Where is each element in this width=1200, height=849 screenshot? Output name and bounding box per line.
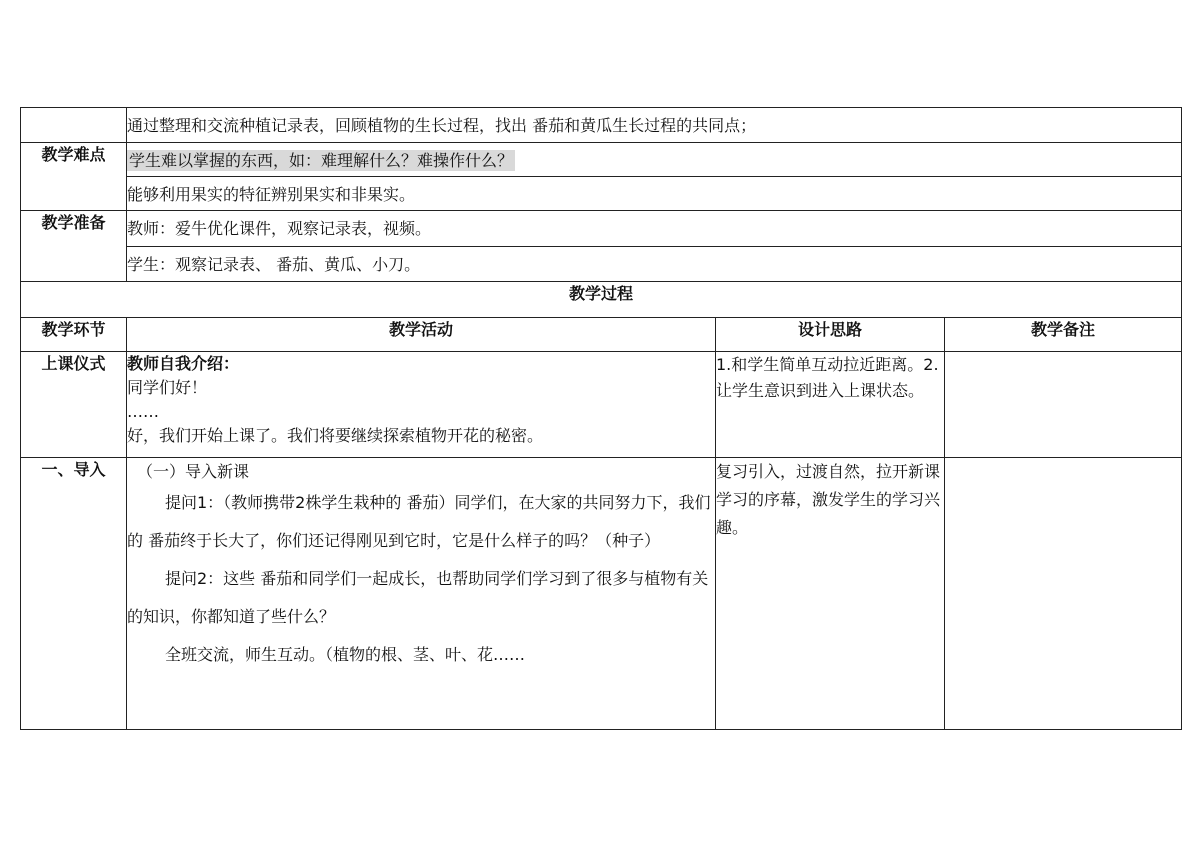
objectives-text: 通过整理和交流种植记录表，回顾植物的生长过程，找出 番茄和黄瓜生长过程的共同点；	[127, 108, 1182, 143]
table-row	[21, 458, 1182, 730]
objectives-label-cell	[21, 108, 127, 143]
header-activity: 教学活动	[127, 318, 716, 352]
difficulty-row-2	[21, 177, 1182, 211]
table-row	[21, 352, 1182, 458]
difficulty-line-2: 能够利用果实的特征辨别果实和非果实。	[127, 177, 1182, 211]
activity-cell	[127, 458, 716, 730]
stage-cell: 上课仪式	[21, 352, 127, 458]
activity-paragraph: 全班交流，师生互动。（植物的根、茎、叶、花……	[165, 645, 526, 664]
preparation-teacher: 教师：爱牛优化课件，观察记录表，视频。	[127, 211, 1182, 247]
activity-line: 好，我们开始上课了。我们将要继续探索植物开花的秘密。	[127, 426, 544, 445]
preparation-row-2	[21, 247, 1182, 282]
difficulty-row-1	[21, 143, 1182, 177]
header-row	[21, 318, 1182, 352]
process-title: 教学过程	[21, 282, 1182, 318]
design-cell: 1.和学生简单互动拉近距离。2.让学生意识到进入上课状态。	[716, 352, 945, 458]
objectives-row	[21, 108, 1182, 143]
activity-paragraph: 提问2：这些 番茄和同学们一起成长，也帮助同学们学习到了很多与植物有关的知识，你都知道了些什么？	[127, 569, 709, 626]
difficulty-line-1	[127, 143, 1182, 177]
activity-line: 同学们好！	[127, 378, 208, 397]
difficulty-highlight-text: 学生难以掌握的东西，如：难理解什么？难操作什么？	[129, 151, 514, 170]
design-cell: 复习引入，过渡自然，拉开新课学习的序幕，激发学生的学习兴趣。	[716, 458, 945, 730]
stage-cell: 一、导入	[21, 458, 127, 730]
preparation-student: 学生：观察记录表、 番茄、黄瓜、小刀。	[127, 247, 1182, 282]
notes-cell	[945, 352, 1182, 458]
header-design: 设计思路	[716, 318, 945, 352]
notes-cell	[945, 458, 1182, 730]
difficulty-label: 教学难点	[21, 143, 127, 211]
process-title-row	[21, 282, 1182, 318]
activity-cell	[127, 352, 716, 458]
preparation-row-1	[21, 211, 1182, 247]
header-stage: 教学环节	[21, 318, 127, 352]
activity-paragraph: 提问1：（教师携带2株学生栽种的 番茄）同学们，在大家的共同努力下，我们的 番茄终于长大了，你们还记得刚见到它时，它是什么样子的吗？（种子）	[127, 493, 711, 550]
header-notes: 教学备注	[945, 318, 1182, 352]
activity-title: （一）导入新课	[137, 462, 250, 481]
lesson-plan-table	[20, 107, 1182, 730]
preparation-label: 教学准备	[21, 211, 127, 282]
activity-title: 教师自我介绍：	[127, 354, 240, 373]
activity-line: ……	[127, 402, 159, 421]
